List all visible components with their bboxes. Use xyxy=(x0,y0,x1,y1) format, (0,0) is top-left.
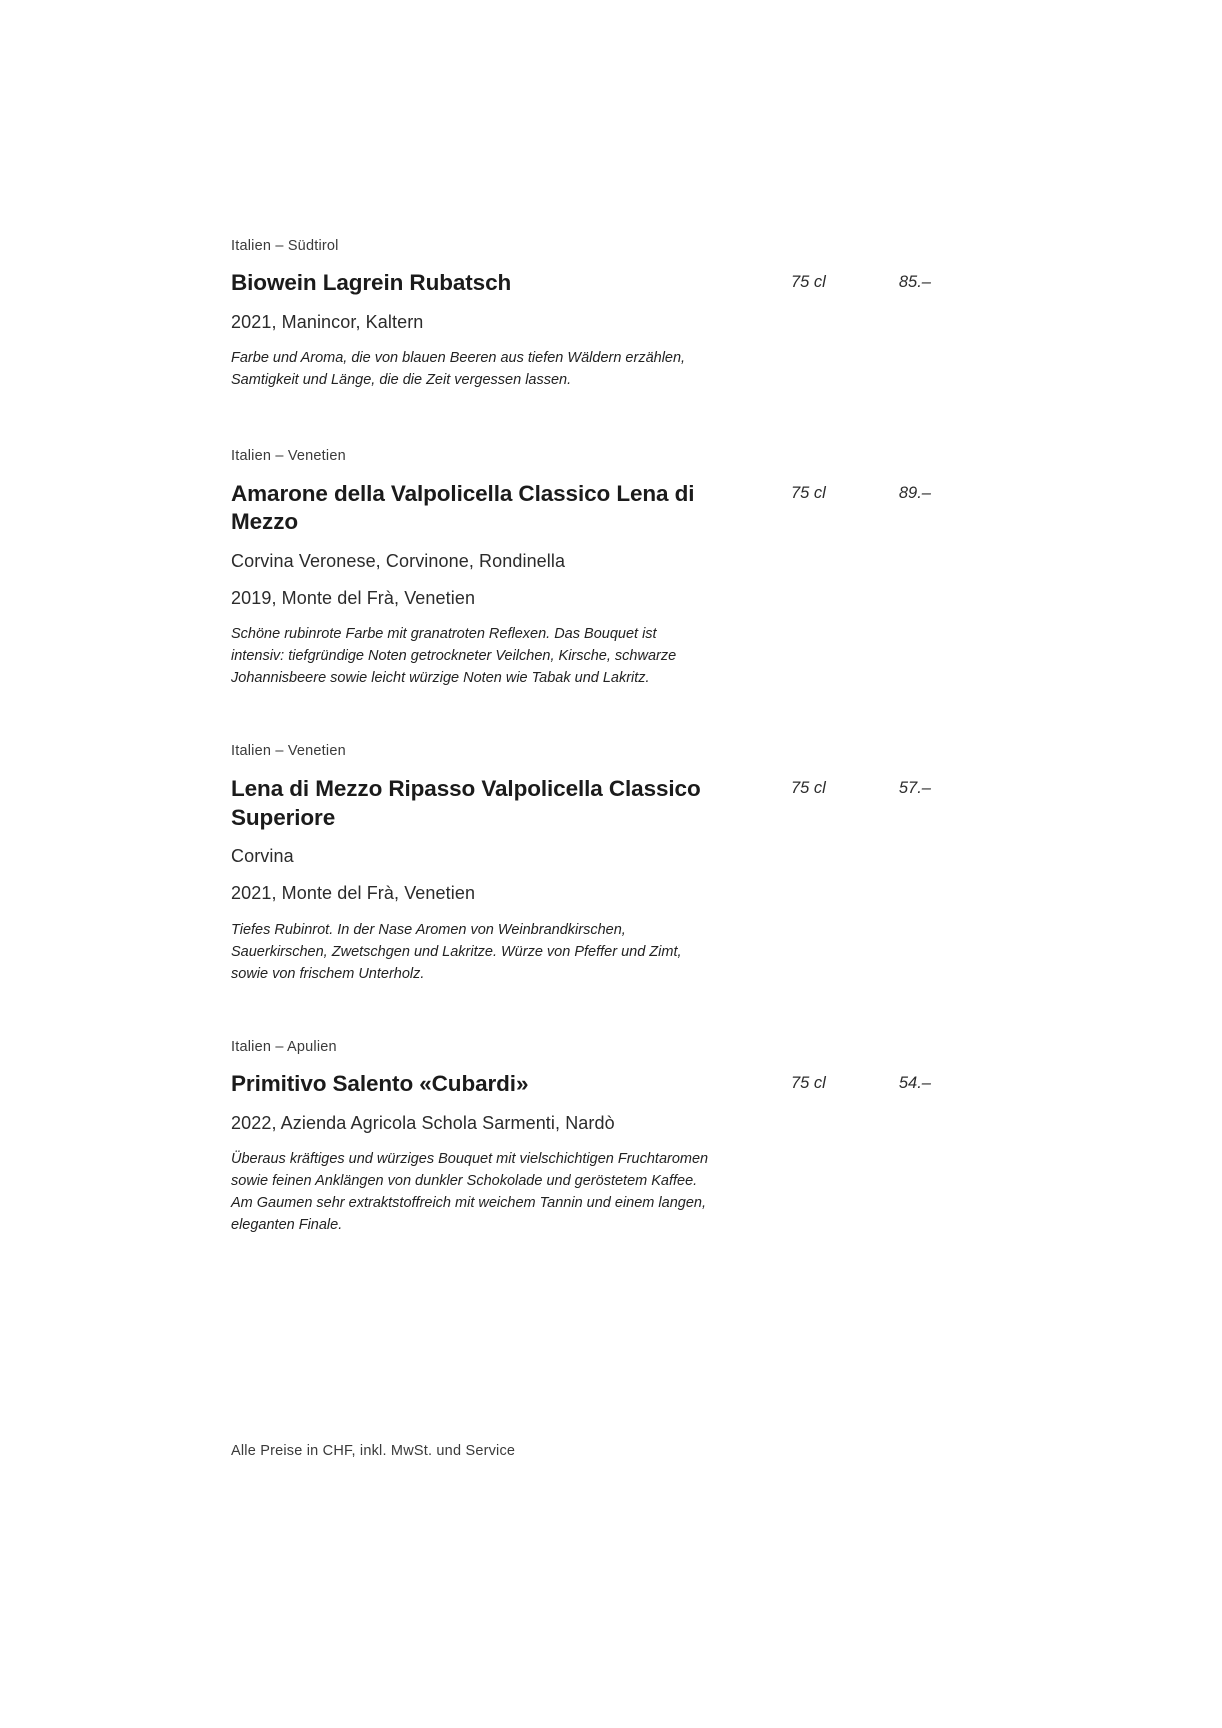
wine-region: Italien – Apulien xyxy=(231,1038,337,1055)
wine-price: 54.– xyxy=(898,1073,931,1092)
wine-producer: 2019, Monte del Frà, Venetien xyxy=(231,588,476,609)
wine-producer: 2022, Azienda Agricola Schola Sarmenti, Nardò xyxy=(231,1112,615,1133)
wine-price: 89.– xyxy=(898,483,931,502)
wine-description: Tiefes Rubinrot. In der Nase Aromen von Weinbrandkirschen, Sauerkirschen, Zwetschgen und Lakritze. Würze von Pfeffer und Zimt, sowie von frischem Unterholz. xyxy=(231,921,682,982)
wine-list xyxy=(231,236,931,1286)
wine-entry xyxy=(231,236,931,391)
wine-name: Biowein Lagrein Rubatsch xyxy=(231,270,512,296)
wine-title-row xyxy=(231,1070,931,1099)
wine-entry xyxy=(231,446,931,689)
wine-volume: 75 cl xyxy=(791,483,826,502)
wine-price: 57.– xyxy=(898,778,931,797)
wine-title-row xyxy=(231,480,931,538)
wine-entry xyxy=(231,741,931,984)
wine-title-row xyxy=(231,269,931,298)
price-disclaimer: Alle Preise in CHF, inkl. MwSt. und Service xyxy=(231,1443,516,1459)
wine-volume: 75 cl xyxy=(791,778,826,797)
wine-region: Italien – Venetien xyxy=(231,743,346,760)
wine-price-block xyxy=(791,775,931,798)
wine-price-block xyxy=(791,1070,931,1093)
wine-name: Amarone della Valpolicella Classico Lena di Mezzo xyxy=(231,480,695,535)
wine-description: Farbe und Aroma, die von blauen Beeren aus tiefen Wäldern erzählen, Samtigkeit und Länge, die die Zeit vergessen lassen. xyxy=(231,350,686,389)
wine-name: Lena di Mezzo Ripasso Valpolicella Classico Superiore xyxy=(231,775,701,830)
wine-name: Primitivo Salento «Cubardi» xyxy=(231,1070,529,1096)
wine-grapes: Corvina Veronese, Corvinone, Rondinella xyxy=(231,551,566,572)
wine-title-row xyxy=(231,775,931,833)
wine-grapes: Corvina xyxy=(231,846,294,867)
wine-entry xyxy=(231,1037,931,1236)
wine-price-block xyxy=(791,480,931,503)
wine-volume: 75 cl xyxy=(791,273,826,292)
wine-price: 85.– xyxy=(898,273,931,292)
wine-description: Überaus kräftiges und würziges Bouquet mit vielschichtigen Fruchtaromen sowie feinen Anklängen von dunkler Schokolade und geröstetem Kaffee. Am Gaumen sehr extraktstoffreich mit weichem Tannin und einem langen, eleganten Finale. xyxy=(231,1150,709,1233)
wine-price-block xyxy=(791,269,931,292)
wine-producer: 2021, Monte del Frà, Venetien xyxy=(231,883,476,904)
wine-region: Italien – Südtirol xyxy=(231,238,339,254)
wine-volume: 75 cl xyxy=(791,1073,826,1092)
wine-region: Italien – Venetien xyxy=(231,448,346,465)
wine-producer: 2021, Manincor, Kaltern xyxy=(231,312,424,333)
wine-description: Schöne rubinrote Farbe mit granatroten Reflexen. Das Bouquet ist intensiv: tiefgründige Noten getrockneter Veilchen, Kirsche, schwarze Johannisbeere sowie leicht würzige Noten wie Tabak und Lakritz. xyxy=(231,626,677,687)
